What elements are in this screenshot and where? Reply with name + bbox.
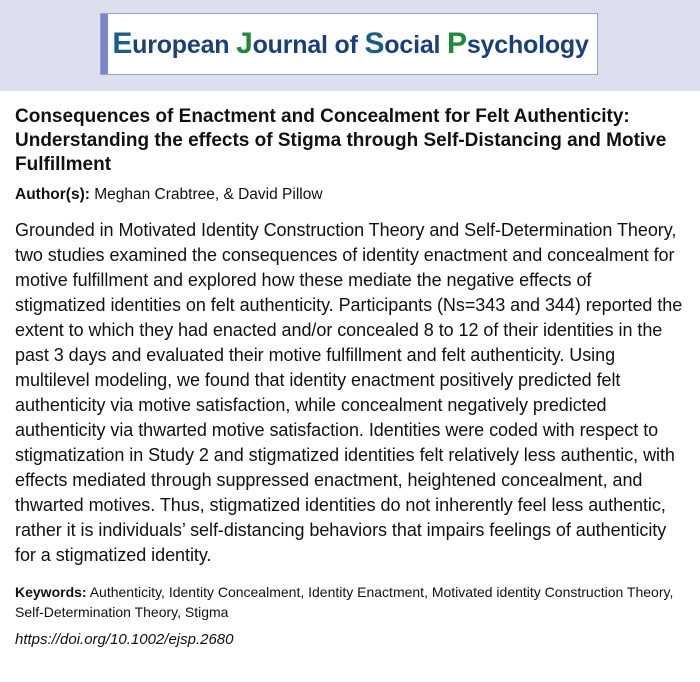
article-title: Consequences of Enactment and Concealment for Felt Authenticity: Understanding the effects of Stigma through Self-Distancing and Motive Fulfillment <box>15 106 667 175</box>
article-content <box>0 91 700 650</box>
logo-letter-s: S <box>364 27 385 60</box>
keywords-value: Authenticity, Identity Concealment, Identity Enactment, Motivated identity Construction Theory, Self-Determination Theory, Stigma <box>15 584 674 620</box>
journal-logo-text <box>108 27 597 61</box>
logo-letter-p: P <box>447 27 467 60</box>
keywords-label: Keywords: <box>15 584 87 600</box>
logo-word-journal-of: ournal of <box>252 31 365 59</box>
logo-accent-strip <box>101 14 108 74</box>
authors-label: Author(s): <box>15 186 90 203</box>
journal-banner <box>0 0 700 91</box>
article-authors <box>15 185 685 205</box>
article-abstract: Grounded in Motivated Identity Construction Theory and Self-Determination Theory, two studies examined the consequences of identity enactment and concealment for motive fulfillment and explored how these mediate the negative effects of stigmatized identities on felt authenticity. Participants (Ns=343 and 344) reported the extent to which they had enacted and/or concealed 8 to 12 of their identities in the past 3 days and evaluated their motive fulfillment and felt authenticity. Using multilevel modeling, we found that identity enactment positively predicted felt authenticity via motive satisfaction, while concealment negatively predicted authenticity via thwarted motive satisfaction. Identities were coded with respect to stigmatization in Study 2 and stigmatized identities felt relatively less authentic, with effects mediated through suppressed enactment, heightened concealment, and thwarted motives. Thus, stigmatized identities do not inherently feel less authentic, rather it is individuals’ self-distancing behaviors that impairs feelings of authenticity for a stigmatized identity. <box>15 220 683 565</box>
journal-logo <box>100 13 598 75</box>
article-doi-link[interactable]: https://doi.org/10.1002/ejsp.2680 <box>15 631 234 648</box>
logo-letter-j: J <box>236 27 253 60</box>
logo-word-european: uropean <box>132 31 237 59</box>
authors-value: Meghan Crabtree, & David Pillow <box>94 186 323 203</box>
logo-letter-e: E <box>112 27 133 60</box>
logo-word-psychology: sychology <box>466 31 589 59</box>
article-keywords <box>15 582 685 622</box>
logo-word-social: ocial <box>384 31 448 59</box>
